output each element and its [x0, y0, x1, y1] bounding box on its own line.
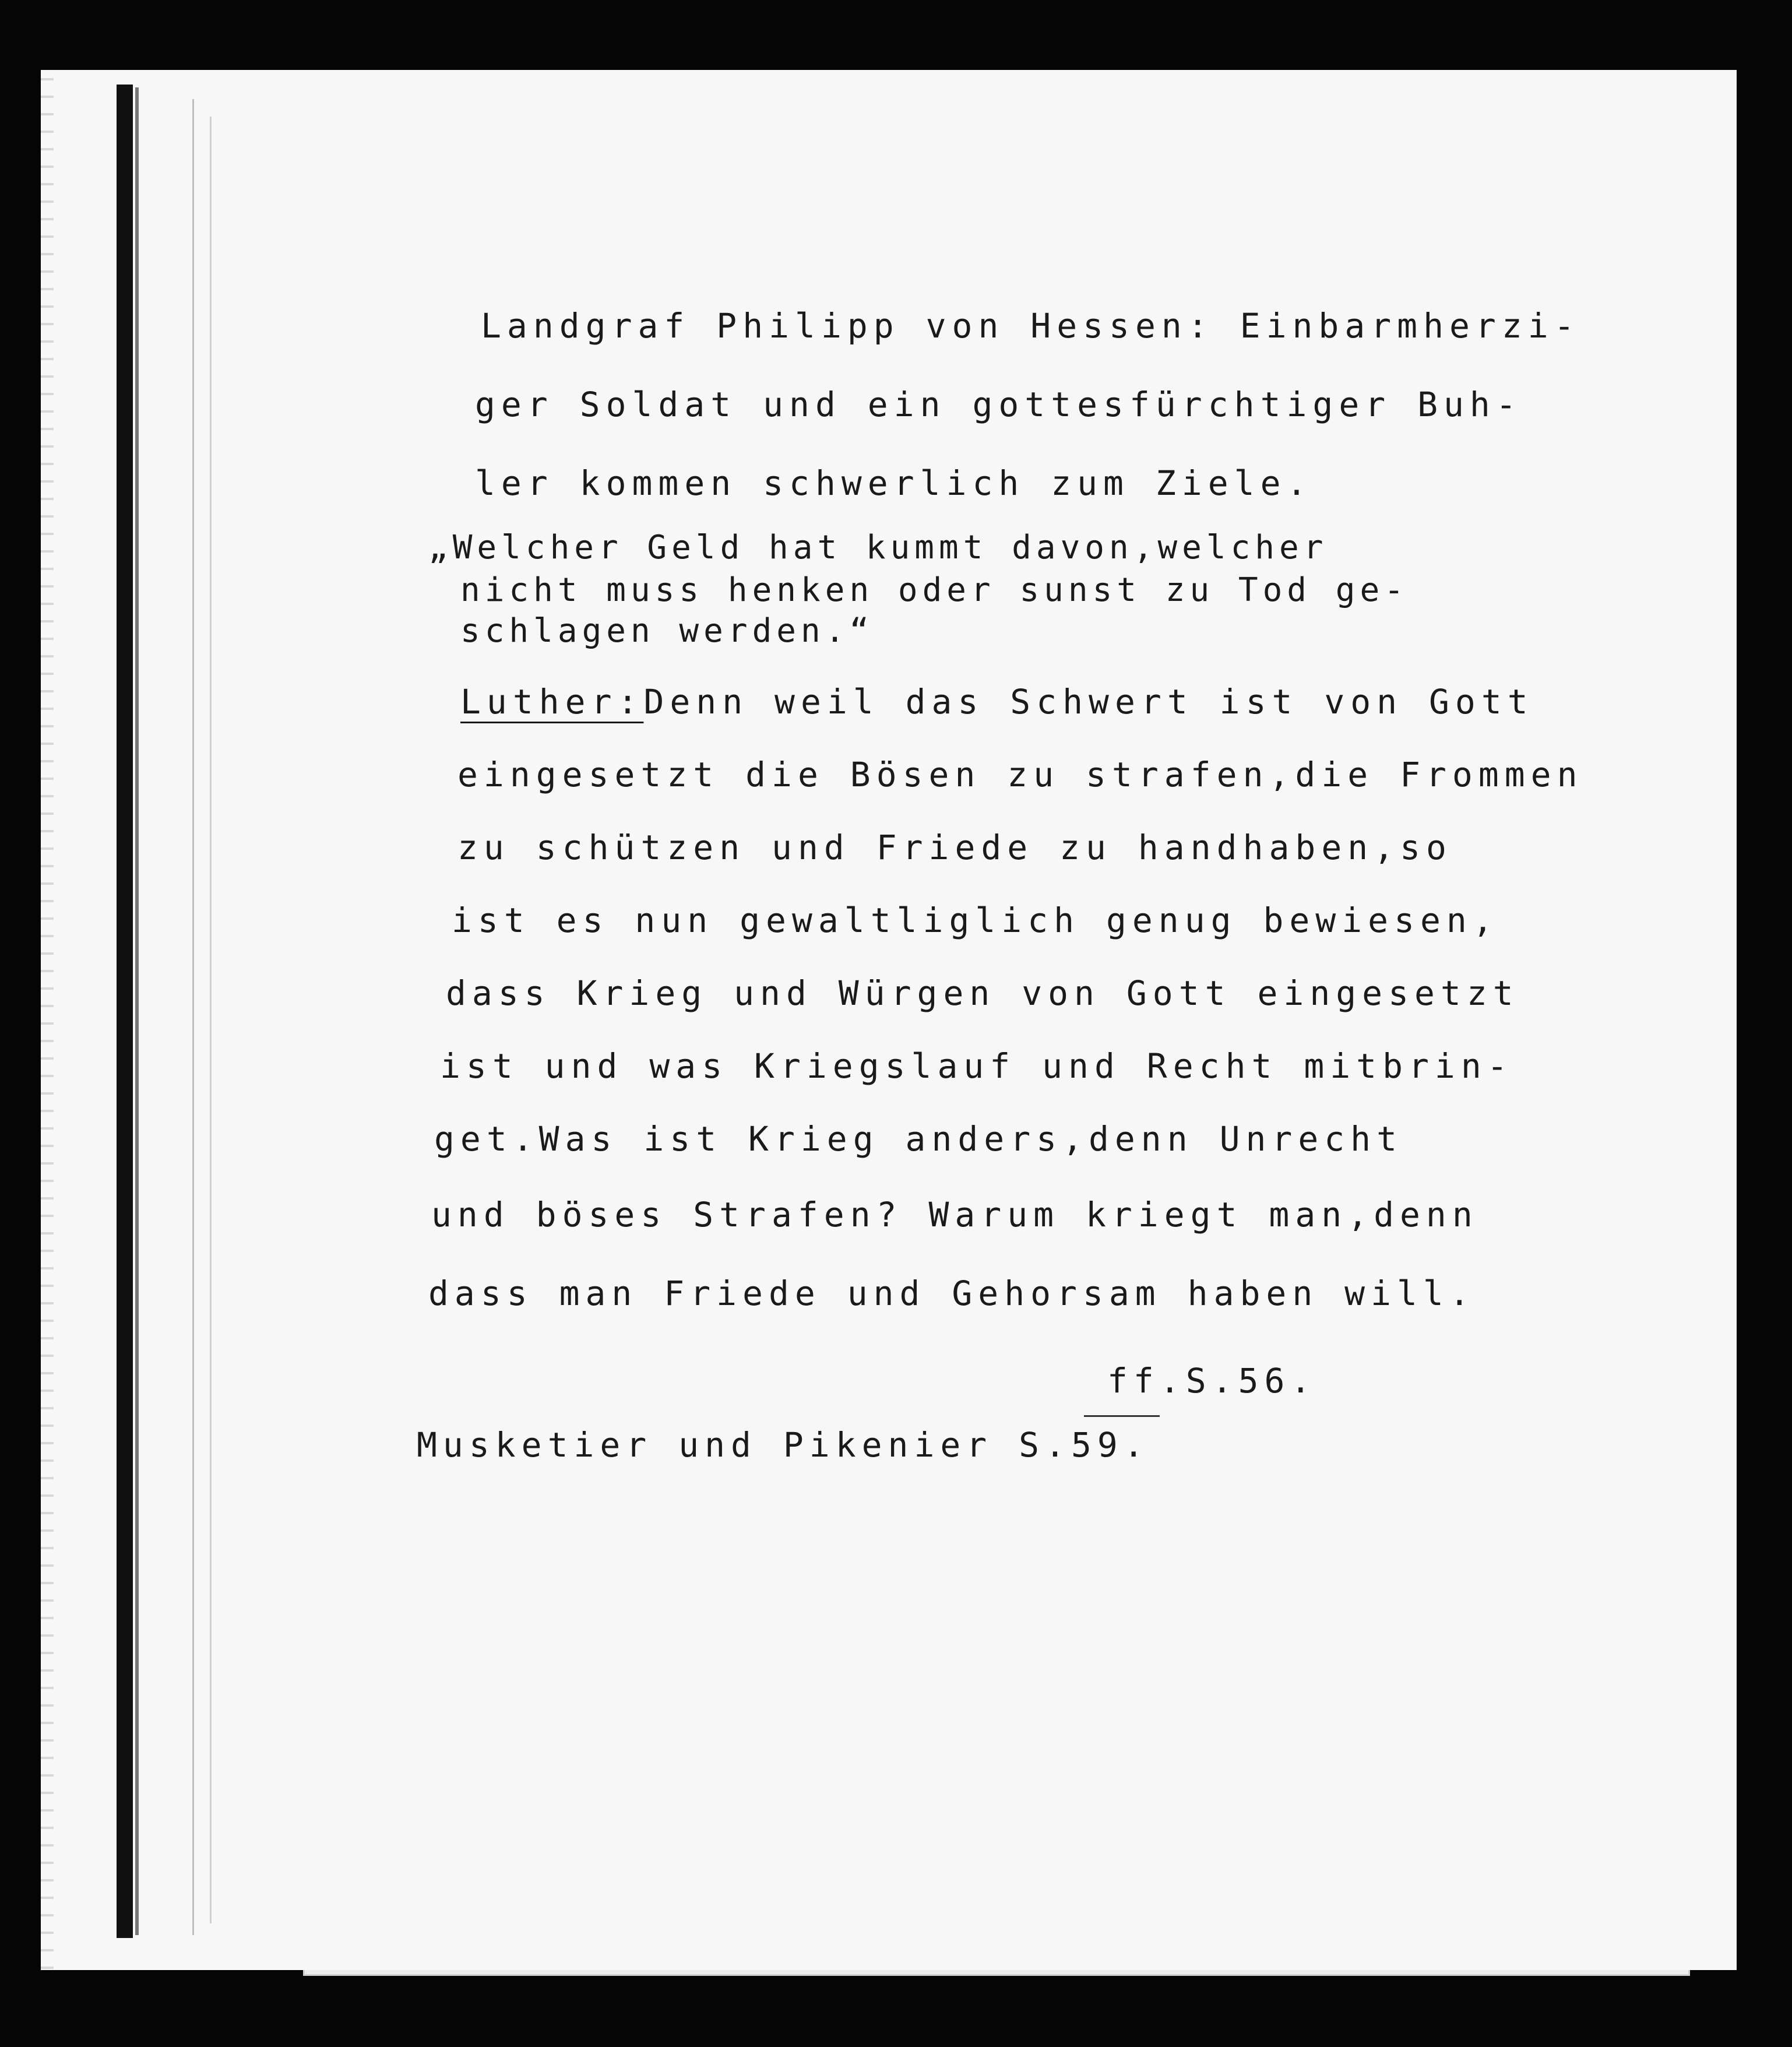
text-line: zu schützen und Friede zu handhaben,so [457, 828, 1452, 867]
text-line: Landgraf Philipp von Hessen: Einbarmherzi- [481, 306, 1580, 346]
text-line: ler kommen schwerlich zum Ziele. [475, 463, 1313, 503]
front-page [47, 70, 1737, 1970]
text-line: get.Was ist Krieg anders,denn Unrecht [434, 1119, 1403, 1159]
speaker-label: Luther: [460, 682, 644, 722]
quote-line: nicht muss henken oder sunst zu Tod ge- [460, 571, 1409, 609]
text-line: dass Krieg und Würgen von Gott eingesetzt [446, 973, 1519, 1013]
reference-underline [1084, 1415, 1160, 1417]
quote-line: schlagen werden.“ [460, 612, 874, 650]
footer-reference: Musketier und Pikenier S.59. [417, 1425, 1150, 1465]
text-line: ist es nun gewaltliglich genug bewiesen, [452, 901, 1499, 940]
text-line: ist und was Kriegslauf und Recht mitbrin- [440, 1046, 1513, 1086]
text-line: eingesetzt die Bösen zu strafen,die Frommen [457, 755, 1583, 794]
sheet-edge-line [192, 99, 194, 1935]
text-line: und böses Strafen? Warum kriegt man,denn [431, 1195, 1478, 1234]
quote-line: „Welcher Geld hat kummt davon,welcher [428, 529, 1328, 567]
sheet-edge-line [210, 117, 212, 1923]
page-reference: ff.S.56. [1107, 1361, 1317, 1401]
luther-line [460, 682, 1534, 722]
text-line: Denn weil das Schwert ist von Gott [643, 682, 1534, 722]
text-line: ger Soldat und ein gottesfürchtiger Buh- [475, 385, 1522, 424]
binding-shadow [135, 87, 139, 1935]
text-line: dass man Friede und Gehorsam haben will. [428, 1274, 1476, 1313]
binding-strip [117, 85, 133, 1938]
page-edge [41, 70, 54, 1970]
